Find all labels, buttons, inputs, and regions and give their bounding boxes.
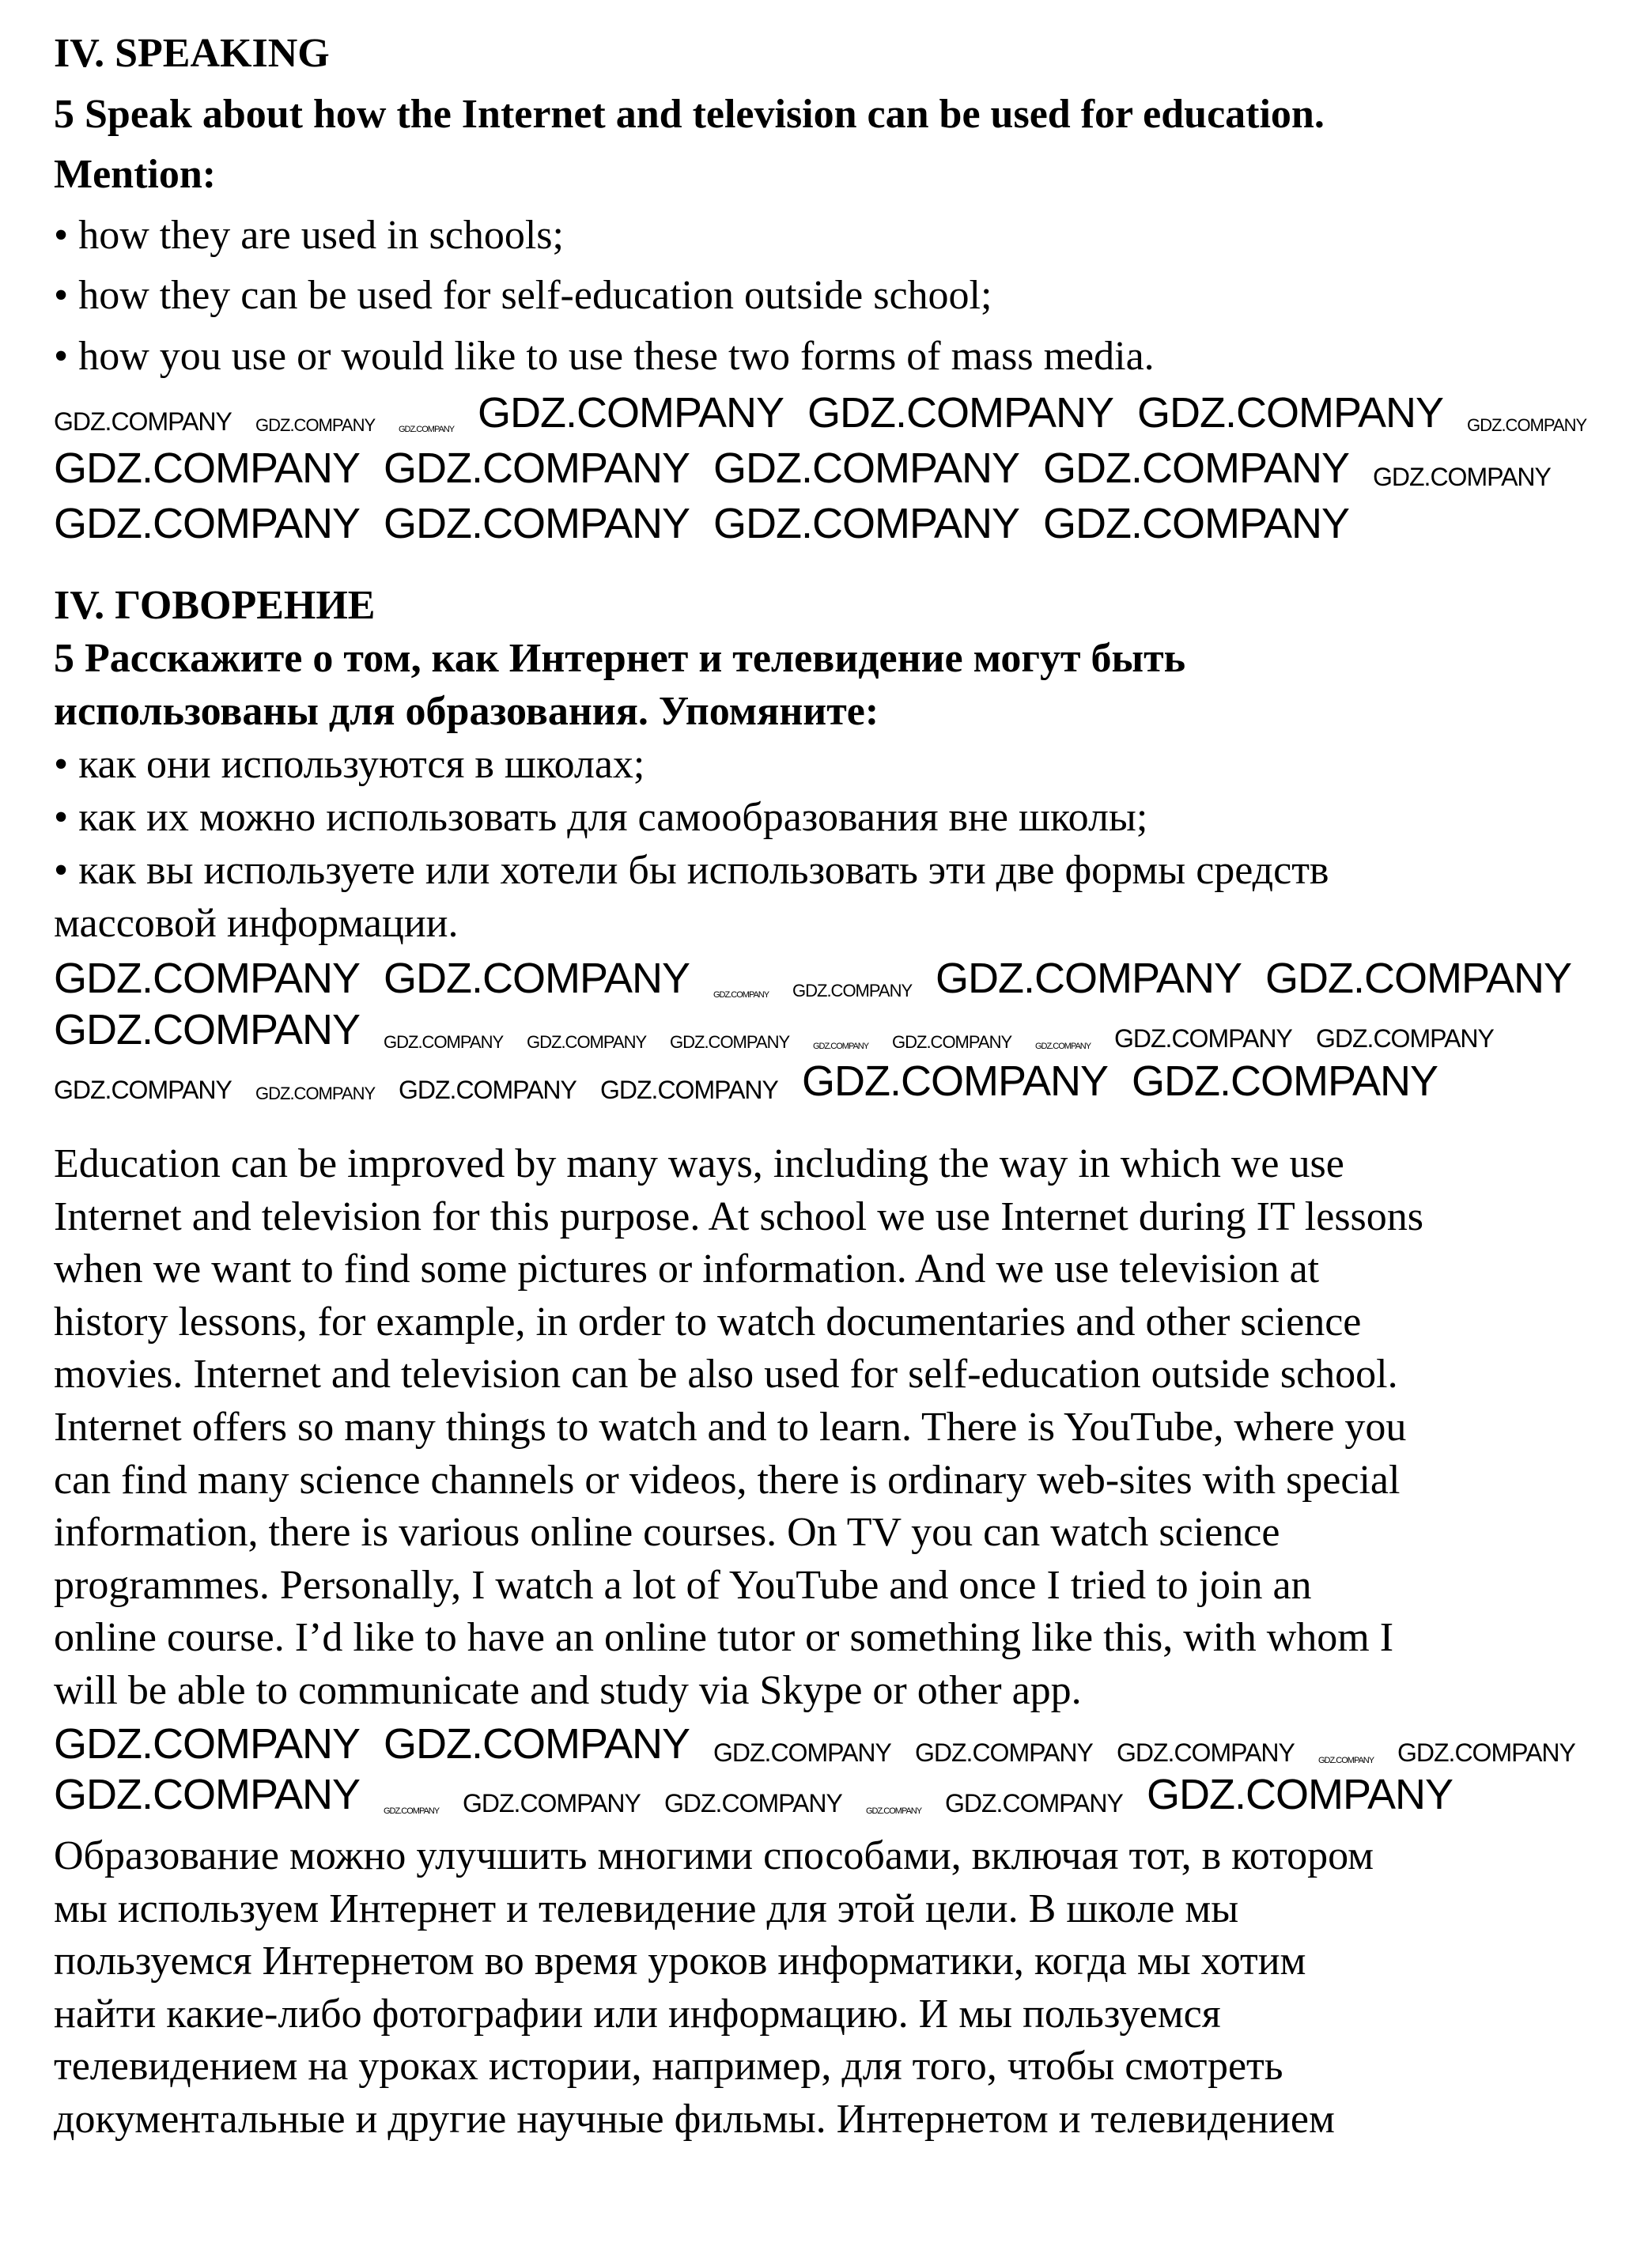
answer-line: пользуемся Интернетом во время уроков информатики, когда мы хотим (54, 1939, 1306, 1984)
watermark: GDZ.COMPANY (664, 1789, 842, 1817)
watermark: GDZ.COMPANY (866, 1806, 922, 1816)
watermark: GDZ.COMPANY (792, 981, 913, 1000)
answer-line: programmes. Personally, I watch a lot of YouTube and once I tried to join an (54, 1562, 1312, 1608)
answer-line: when we want to find some pictures or information. And we use television at (54, 1246, 1320, 1292)
watermark: GDZ.COMPANY (54, 1006, 361, 1053)
watermark: GDZ.COMPANY (1147, 1771, 1454, 1818)
watermark: GDZ.COMPANY (54, 1771, 361, 1818)
answer-line: movies. Internet and television can be also used for self-education outside school. (54, 1352, 1398, 1398)
watermark: GDZ.COMPANY (802, 1057, 1109, 1105)
answer-line: Образование можно улучшить многими способами, включая тот, в котором (54, 1833, 1374, 1878)
watermark: GDZ.COMPANY (54, 407, 232, 436)
watermark: GDZ.COMPANY (399, 425, 455, 434)
watermark: GDZ.COMPANY (54, 955, 361, 1002)
watermark: GDZ.COMPANY (1132, 1057, 1438, 1105)
watermark: GDZ.COMPANY (384, 1720, 690, 1768)
watermark: GDZ.COMPANY (1318, 1756, 1374, 1765)
watermark: GDZ.COMPANY (54, 500, 361, 547)
bullet-item: • how they are used in schools; (54, 212, 564, 258)
watermark: GDZ.COMPANY (1137, 389, 1444, 437)
watermark: GDZ.COMPANY (384, 500, 690, 547)
watermark: GDZ.COMPANY (54, 1720, 361, 1768)
watermark: GDZ.COMPANY (384, 955, 690, 1002)
answer-line: телевидением на уроках истории, например, для того, чтобы смотреть (54, 2044, 1283, 2090)
bullet-item: • how you use or would like to use these two forms of mass media. (54, 333, 1155, 379)
watermark: GDZ.COMPANY (478, 389, 784, 437)
english-answer (54, 1138, 1423, 1718)
watermark: GDZ.COMPANY (399, 1076, 576, 1104)
watermark: GDZ.COMPANY (384, 444, 690, 492)
watermark: GDZ.COMPANY (1043, 500, 1350, 547)
watermark: GDZ.COMPANY (813, 1042, 869, 1051)
watermark: GDZ.COMPANY (255, 1084, 376, 1103)
watermark: GDZ.COMPANY (807, 389, 1114, 437)
watermark: GDZ.COMPANY (384, 1032, 504, 1052)
answer-line: найти какие-либо фотографии или информацию. И мы пользуемся (54, 1991, 1221, 2037)
watermark: GDZ.COMPANY (713, 990, 769, 1000)
watermark: GDZ.COMPANY (713, 444, 1020, 492)
watermark: GDZ.COMPANY (527, 1032, 647, 1052)
watermark: GDZ.COMPANY (1397, 1738, 1575, 1767)
watermark: GDZ.COMPANY (936, 955, 1242, 1002)
watermark: GDZ.COMPANY (255, 415, 376, 435)
section-heading: IV. ГОВОРЕНИЕ (54, 583, 376, 628)
watermark: GDZ.COMPANY (54, 444, 361, 492)
bullet-line: массовой информации. (54, 901, 459, 946)
watermark: GDZ.COMPANY (670, 1032, 790, 1052)
bullet-item: • how they can be used for self-education outside school; (54, 273, 992, 318)
watermark: GDZ.COMPANY (1035, 1042, 1091, 1051)
answer-line: мы используем Интернет и телевидение для этой цели. В школе мы (54, 1886, 1239, 1931)
russian-answer (54, 1830, 1374, 2147)
watermark: GDZ.COMPANY (1373, 463, 1551, 491)
task-instruction-line: 5 Расскажите о том, как Интернет и телевидение могут быть (54, 636, 1186, 681)
watermark: GDZ.COMPANY (54, 1076, 232, 1104)
answer-line: can find many science channels or videos, there is ordinary web-sites with special (54, 1457, 1401, 1503)
watermark: GDZ.COMPANY (1316, 1024, 1494, 1053)
watermark: GDZ.COMPANY (1117, 1738, 1295, 1767)
answer-line: information, there is various online courses. On TV you can watch science (54, 1510, 1280, 1556)
answer-line: online course. I’d like to have an online tutor or something like this, with whom I (54, 1615, 1394, 1661)
bullet-line: • как их можно использовать для самообразования вне школы; (54, 795, 1148, 840)
watermark: GDZ.COMPANY (713, 500, 1020, 547)
watermark: GDZ.COMPANY (1467, 415, 1587, 435)
mention-label: Mention: (54, 152, 217, 197)
answer-line: Internet and television for this purpose. At school we use Internet during IT lessons (54, 1193, 1424, 1239)
watermark: GDZ.COMPANY (945, 1789, 1123, 1817)
watermark: GDZ.COMPANY (463, 1789, 641, 1817)
bullet-line: • как вы используете или хотели бы использовать эти две формы средств (54, 848, 1329, 893)
section-heading: IV. SPEAKING (54, 31, 330, 76)
answer-line: Internet offers so many things to watch and to learn. There is YouTube, where you (54, 1404, 1407, 1450)
bullet-line: • как они используются в школах; (54, 742, 645, 787)
watermark: GDZ.COMPANY (1043, 444, 1350, 492)
task-instruction: 5 Speak about how the Internet and television can be used for education. (54, 91, 1325, 137)
watermark: GDZ.COMPANY (892, 1032, 1012, 1052)
answer-line: will be able to communicate and study via Skype or other app. (54, 1667, 1082, 1713)
task-instruction-line: использованы для образования. Упомяните: (54, 689, 879, 734)
watermark: GDZ.COMPANY (600, 1076, 778, 1104)
watermark: GDZ.COMPANY (713, 1738, 891, 1767)
watermark: GDZ.COMPANY (915, 1738, 1093, 1767)
answer-line: документальные и другие научные фильмы. Интернетом и телевидением (54, 2096, 1335, 2142)
watermark: GDZ.COMPANY (384, 1806, 440, 1816)
answer-line: Education can be improved by many ways, including the way in which we use (54, 1141, 1344, 1186)
answer-line: history lessons, for example, in order to watch documentaries and other science (54, 1299, 1362, 1345)
watermark: GDZ.COMPANY (1265, 955, 1572, 1002)
watermark: GDZ.COMPANY (1114, 1024, 1292, 1053)
russian-task (54, 579, 1329, 950)
english-task (54, 24, 1325, 387)
